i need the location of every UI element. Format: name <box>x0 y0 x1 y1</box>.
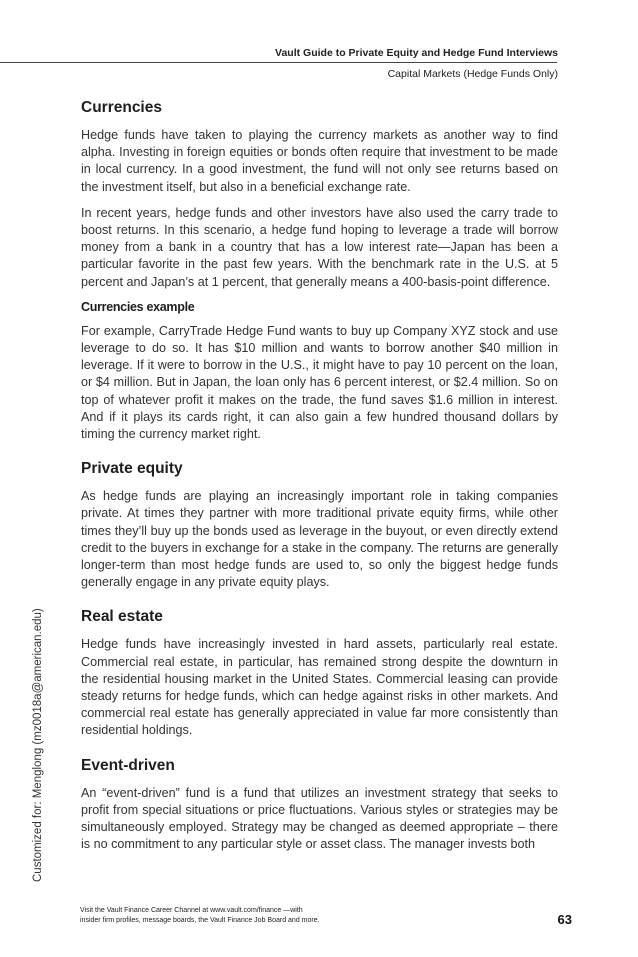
body-paragraph: As hedge funds are playing an increasingly important role in taking companies private. At times they partner with more traditional private equity firms, while other times they’ll buy up the bonds used as leverage in the buyout, or even directly extend credit to the buyers in exchange for a stake in the company. The returns are generally longer-term than most hedge funds are used to, so only the biggest hedge funds generally engage in any private equity plays. <box>81 489 558 590</box>
subsection-heading: Currencies example <box>81 299 195 314</box>
footer-line: Visit the Vault Finance Career Channel at www.vault.com/finance —with <box>80 907 303 914</box>
body-paragraph: Hedge funds have taken to playing the currency markets as another way to find alpha. Investing in foreign equities or bonds often require that investment to be made in local currency. In a good investment, the fund will not only see returns based on the investment itself, but also in a beneficial exchange rate. <box>81 128 558 194</box>
customization-watermark: Customized for: Menglong (mz0018a@american.edu) <box>32 608 44 882</box>
section-real-estate <box>81 607 558 739</box>
section-event-driven <box>81 756 558 854</box>
section-currencies <box>81 98 558 443</box>
footer-line: insider firm profiles, message boards, the Vault Finance Job Board and more. <box>80 917 320 924</box>
running-title: Vault Guide to Private Equity and Hedge Fund Interviews <box>275 47 558 59</box>
section-label: Capital Markets (Hedge Funds Only) <box>387 68 558 80</box>
footer-note <box>80 906 320 926</box>
page-content <box>81 98 558 870</box>
page-number: 63 <box>557 912 572 927</box>
section-heading: Private equity <box>81 460 183 478</box>
body-paragraph: In recent years, hedge funds and other investors have also used the carry trade to boost returns. In this scenario, a hedge fund hoping to leverage a trade will borrow money from a bank in a country that has a low interest rate—Japan has been a particular favorite in the past few years. With the benchmark rate in the U.S. at 5 percent and Japan’s at 1 percent, that generally means a 400-basis-point difference. <box>81 205 558 289</box>
header-rule <box>0 62 557 63</box>
section-heading: Real estate <box>81 608 163 626</box>
section-heading: Currencies <box>81 99 162 116</box>
section-heading: Event-driven <box>81 756 175 774</box>
body-paragraph: An “event-driven” fund is a fund that utilizes an investment strategy that seeks to profit from special situations or price fluctuations. Various styles or strategies may be simultaneously employed. Strategy may be changed as deemed appropriate – there is no commitment to any particular style or asset class. The manager invests both <box>81 785 558 852</box>
body-paragraph: Hedge funds have increasingly invested in hard assets, particularly real estate. Commercial real estate, in particular, has remained strong despite the downturn in the residential housing market in the United States. Commercial leasing can provide steady returns for hedge funds, which can hedge against risks in other markets. And commercial real estate has generally appreciated in value far more consistently than residential holdings. <box>81 637 558 738</box>
body-paragraph: For example, CarryTrade Hedge Fund wants to buy up Company XYZ stock and use leverage to do so. It has $10 million and wants to borrow another $40 million in leverage. If it were to borrow in the U.S., it might have to pay 10 percent on the loan, or $4 million. But in Japan, the loan only has 6 percent interest, or $2.4 million. So on top of whatever profit it makes on the trade, the fund saves $1.6 million in interest. And if it plays its cards right, it can also gain a few hundred thousand dollars by timing the currency market right. <box>81 323 558 442</box>
section-private-equity <box>81 459 558 591</box>
